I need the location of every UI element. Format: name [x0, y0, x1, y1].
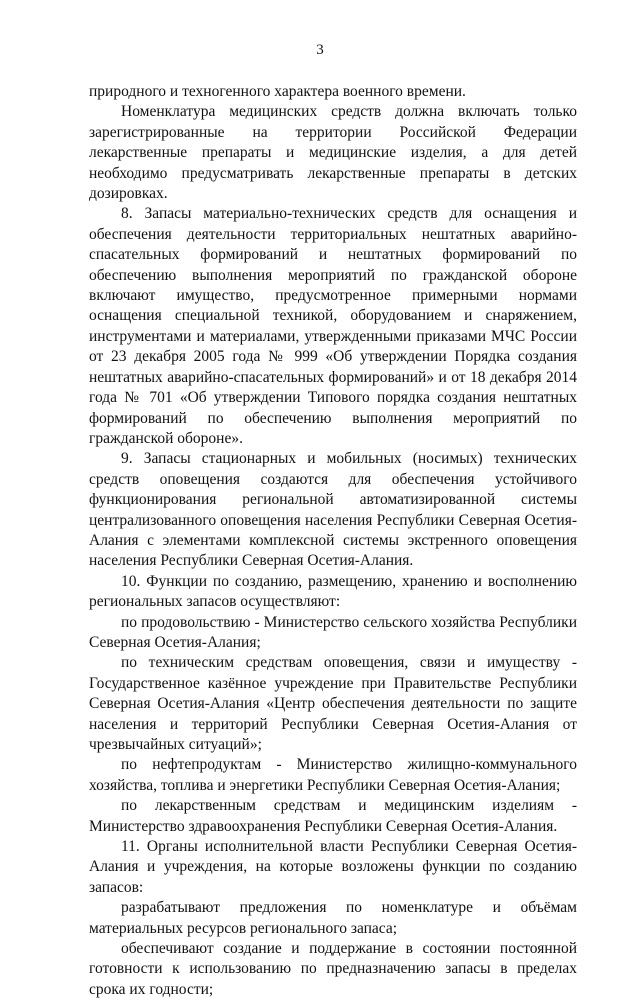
paragraph: разрабатывают предложения по номенклатуре и объёмам материальных ресурсов регионального запаса; — [89, 899, 577, 937]
paragraph: природного и техногенного характера военного времени. — [89, 83, 466, 100]
paragraph: 10. Функции по созданию, размещению, хранению и восполнению региональных запасов осуществляют: — [89, 572, 577, 611]
paragraph: Номенклатура медицинских средств должна включать только зарегистрированные на территории Российской Федерации лекарственные препараты и медицинские изделия, а для детей необходимо предусматривать лекарственные препараты в детских дозировках. — [89, 103, 577, 203]
paragraph: 8. Запасы материально-технических средств для оснащения и обеспечения деятельности территориальных нештатных аварийно-спасательных формирований и нештатных формирований по обеспечению выполнения мероприятий по гражданской обороне включают имущество, предусмотренное примерными нормами оснащения специальной техникой, оборудованием и снаряжением, инструментами и материалами, утвержденными приказами МЧС России от 23 декабря 2005 года № 999 «Об утверждении Порядка создания нештатных аварийно-спасательных формирований» и от 18 декабря 2014 года № 701 «Об утверждении Типового порядка создания нештатных формирований по обеспечению выполнения мероприятий по гражданской обороне». — [89, 205, 577, 447]
paragraph: по нефтепродуктам - Министерство жилищно-коммунального хозяйства, топлива и энергетики Республики Северная Осетия-Алания; — [89, 756, 577, 794]
document-body — [89, 82, 577, 1000]
paragraph: 9. Запасы стационарных и мобильных (носимых) технических средств оповещения создаются для обеспечения устойчивого функционирования региональной автоматизированной системы централизованного оповещения населения Республики Северная Осетия-Алания с элементами комплексной системы экстренного оповещения населения Республики Северная Осетия-Алания. — [89, 450, 577, 570]
paragraph: по продовольствию - Министерство сельского хозяйства Республики Северная Осетия-Алания; — [89, 613, 577, 651]
paragraph: 11. Органы исполнительной власти Республики Северная Осетия-Алания и учреждения, на которые возложены функции по созданию запасов: — [89, 838, 577, 896]
page-number: 3 — [316, 42, 324, 58]
paragraph: по техническим средствам оповещения, связи и имуществу - Государственное казённое учреждение при Правительстве Республики Северная Осетия-Алания «Центр обеспечения деятельности по защите населения и территорий Республики Северная Осетия-Алания от чрезвычайных ситуаций»; — [89, 654, 577, 753]
paragraph: по лекарственным средствам и медицинским изделиям - Министерство здравоохранения Республики Северная Осетия-Алания. — [89, 797, 577, 835]
paragraph: обеспечивают создание и поддержание в состоянии постоянной готовности к использованию по предназначению запасы в пределах срока их годности; — [89, 940, 577, 998]
